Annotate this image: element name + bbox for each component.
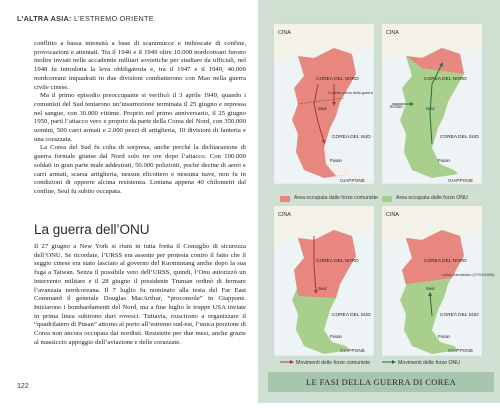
paragraph: conflitto a bassa intensità a base di scaramucce e imboscate di confine, provocazioni e attentati. Tra il 1946 e il 1949 oltre 10.000 nordcoreani furono inoltre inviati nelle accademie militari sovietiche per studiare da ufficiali, nel 1948 fu introdotta la leva obbligatoria e, tra il 1947 e il 1949, 40.000 nordcoreani inquadrati in due divisioni combatterono con Mao nella guerra civile cinese.: [34, 40, 246, 91]
label-pusan: Pusan: [330, 334, 342, 339]
label-seul: Seul: [426, 106, 435, 111]
korea-war-maps: [258, 0, 500, 403]
running-head: [17, 14, 154, 23]
label-giappone: GIAPPONE: [340, 179, 366, 184]
map-phase-2: [382, 24, 482, 184]
label-linea-armistizio: Linea d’armistizio (27/VII/1953): [442, 273, 495, 277]
map-phase-1: [274, 24, 374, 184]
legend-area: [280, 195, 468, 202]
legend-swatch-onu: [382, 196, 392, 202]
label-giappone: GIAPPONE: [448, 179, 474, 184]
label-corea-nord: COREA DEL NORD: [316, 77, 359, 82]
label-cina: CINA: [386, 30, 399, 36]
label-seul: Seul: [426, 286, 435, 291]
paragraph: La Corea del Sud fu colta di sorpresa, anche perché la dichiarazione di guerra formale giunse dal Nord solo tre ore dopo l’attacco. Con 100.000 soldati in gran parte male addestrati, 50.000 poliziotti, poche decine di aerei e carri armati, scarsa artiglieria, nessun elicottero e nessuna nave, non fu in condizioni di opporre alcuna resistenza. Lontana appena 40 chilometri dal confine, Seul fu subito occupata.: [34, 144, 246, 195]
map-phase-4: [382, 206, 495, 356]
label-corea-sud: COREA DEL SUD: [440, 313, 479, 318]
label-pusan: Pusan: [438, 158, 450, 163]
body-text-top: [34, 40, 246, 197]
label-confine: Confine prima della guerra: [328, 91, 373, 95]
label-pusan: Pusan: [438, 334, 450, 339]
legend-moves: [280, 360, 460, 366]
figure-caption: LE FASI DELLA GUERRA DI COREA: [305, 377, 457, 387]
label-corea-sud: COREA DEL SUD: [332, 313, 371, 318]
paragraph: Ma il primo episodio preoccupante si verificò il 3 aprile 1949, quando i comunisti del Sud tentarono un’insurrezione terminata il 25 giugno e repressa nel sangue, con 30.000 vittime. Proprio nel primo anniversario, il 25 giugno 1950, partì l’attacco vero e proprio da parte della Corea del Nord, con 350.000 uomini, 500 carri armati e 2.000 pezzi di artiglieria, 10 divisioni di fanteria e una corazzata.: [34, 92, 246, 143]
label-corea-nord: COREA DEL NORD: [424, 77, 467, 82]
label-giappone: GIAPPONE: [340, 349, 366, 354]
map-phase-3: [274, 206, 374, 356]
legend-moves-communist: Movimenti delle forze comuniste: [296, 360, 371, 366]
right-page-maps: [258, 0, 500, 403]
label-seul: Seul: [318, 286, 327, 291]
page-number: 122: [17, 383, 29, 390]
label-pusan: Pusan: [330, 158, 342, 163]
running-head-subtitle: L’ESTREMO ORIENTE: [71, 14, 154, 23]
label-inchon: Inchon: [390, 104, 403, 109]
label-corea-nord: COREA DEL NORD: [316, 259, 359, 264]
label-cina: CINA: [278, 212, 291, 218]
label-corea-sud: COREA DEL SUD: [440, 135, 479, 140]
caption-bar: [268, 372, 494, 392]
label-corea-nord: COREA DEL NORD: [424, 259, 467, 264]
running-head-part: L’ALTRA ASIA:: [17, 14, 72, 23]
legend-area-onu: Area occupata dalle forze ONU: [396, 195, 468, 201]
legend-moves-onu: Movimenti delle forze ONU: [398, 360, 460, 366]
section-title: La guerra dell’ONU: [34, 222, 150, 237]
legend-swatch-communist: [280, 196, 290, 202]
label-giappone: GIAPPONE: [448, 349, 474, 354]
legend-area-communist: Area occupata dalle forze comuniste: [294, 195, 378, 201]
label-corea-sud: COREA DEL SUD: [332, 135, 371, 140]
label-cina: CINA: [278, 30, 291, 36]
body-text-section: [34, 243, 246, 347]
label-cina: CINA: [386, 212, 399, 218]
label-seul: Seul: [318, 106, 327, 111]
paragraph: Il 27 giugno a New York si riunì in tutta fretta il Consiglio di sicurezza dell’ONU. Se ricordate, l’URSS era assente per protesta contro il fatto che il seggio cinese era stato lasciato al governo del Kuomintang anche dopo la sua fuga a Taiwan. Senza il possibile veto dell’URSS, quindi, l’Onu autorizzò un intervento militare e il 28 giugno il presidente Truman ordinò di fermare l’avanzata nordcoreana. Il 7 luglio fu nominato alla testa del Far East Command il generale Douglas MacArthur, “proconsole” in Giappone. Iniziarono i bombardamenti del Nord, ma a fine luglio le truppe USA inviate in prima linea subirono duri rovesci. Tuttavia, riuscirono a organizzare il “quadrilatero di Pusan” attorno al porto all’estremo sud-est, l’unica porzione di Corea non ancora occupata dai nordisti. Resistette per due mesi, anche grazie al massiccio appoggio dell’aviazione e delle corazzate.: [34, 243, 246, 346]
